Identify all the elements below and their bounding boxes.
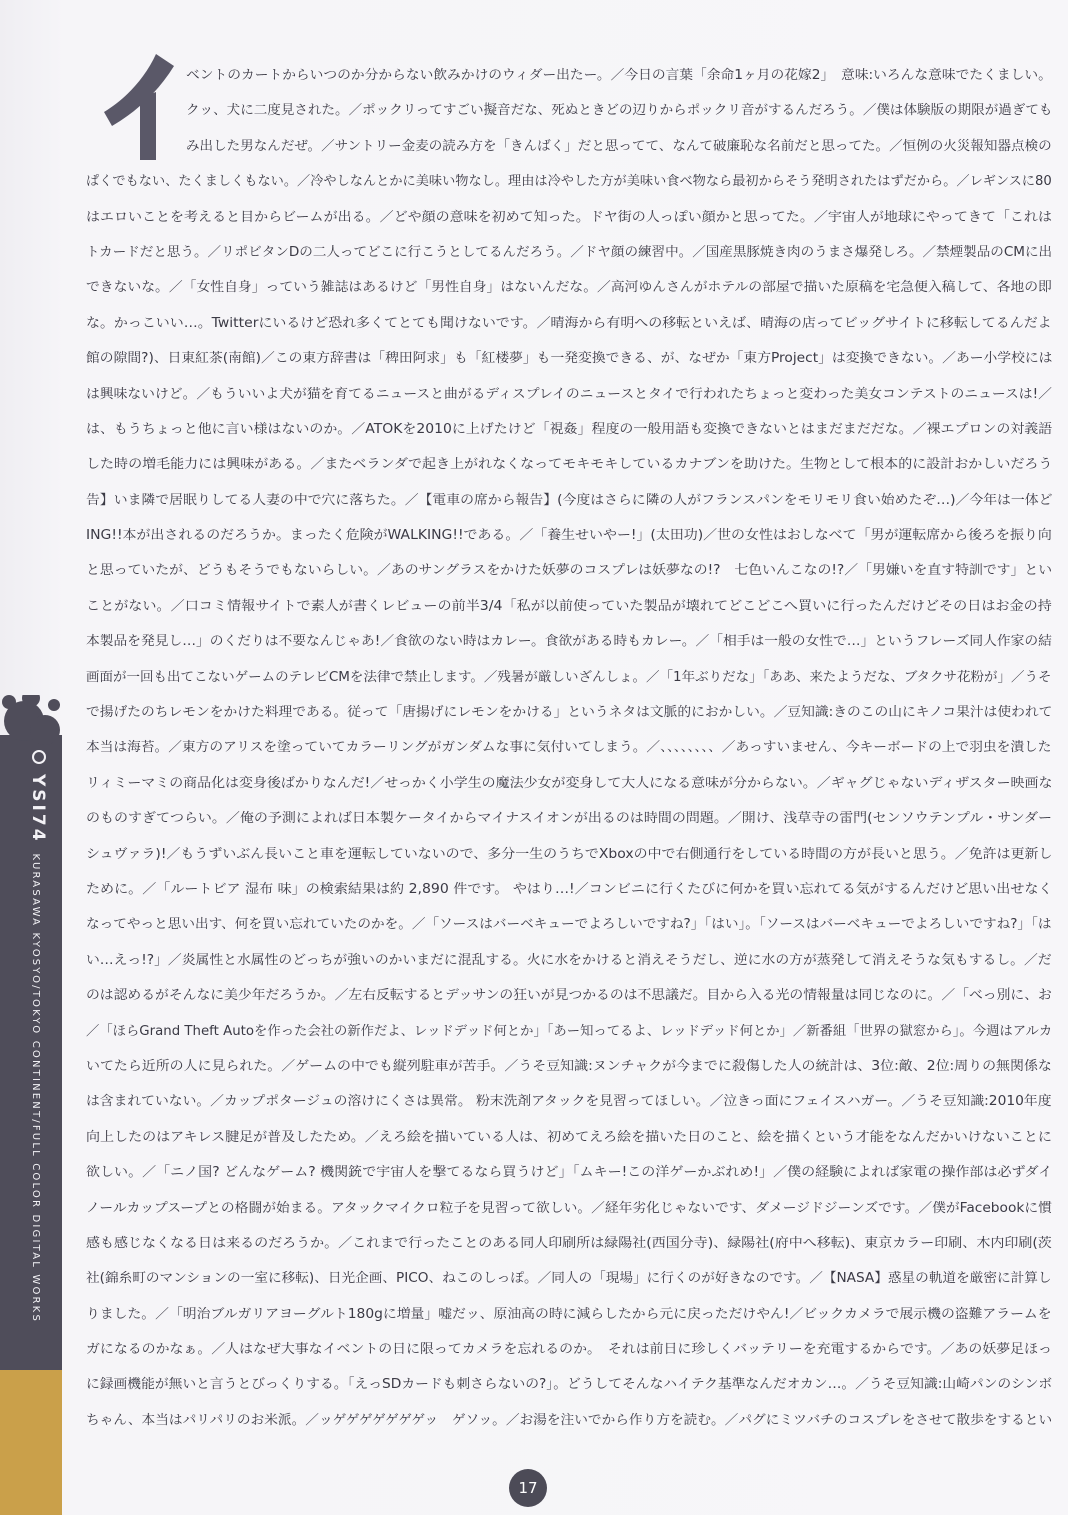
text-line: ベントのカートからいつのか分からない飲みかけのウィダー出たー。／今日の言葉「余命1ヶ月の花嫁2」 意味:いろんな意味でたくましい。 [186,68,1052,83]
brand-logo-icon [32,750,46,764]
text-line: シュヴァラ)!／もうずいぶん長いこと車を運転していないので、多分一生のうちでXboxの中で右側通行をしている時間の方が長いと思う。／免許は更新し [86,846,1052,862]
page-number: 17 [509,1469,547,1507]
text-line: 本当は海苔。／東方のアリスを塗っていてカラーリングがガンダムな事に気付いてしまう。／、、、、、、、、／あっすいません、今キーボードの上で羽虫を潰した [86,740,1052,756]
ink-splash-decoration [30,715,60,745]
drop-cap [86,52,186,162]
text-line: ちゃん、本当はパリパリのお米派。／ッゲゲゲゲゲゲゲッ ゲソッ。／お湯を注いでから作り方を読む。／パグにミツバチのコスプレをさせて散歩をするとい [86,1412,1052,1428]
text-line: 向上したのはアキレス腱足が普及したため。／えろ絵を描いている人は、初めてえろ絵を描いた日のこと、絵を描くという才能をなんだかいけないことに [86,1129,1052,1145]
text-line: はエロいことを考えると目からビームが出る。／どや顔の意味を初めて知った。ドヤ街の人っぽい顔かと思ってた。／宇宙人が地球にやってきて「これは [86,209,1052,225]
text-line: は、もうちょっと他に言い様はないのか。／ATOKを2010に上げたけど「視姦」程度の一般用語も変換できないとはまだまだだな。／裸エプロンの対義語 [86,421,1052,437]
side-band-orange [0,1370,62,1515]
text-line: は含まれていない。／カップポタージュの溶けにくさは異常。 粉末洗剤アタックを見習ってほしい。／泣きっ面にフェイスハガー。／うそ豆知識:2010年度 [86,1094,1052,1110]
text-line: トカードだと思う。／リポビタンDの二人ってどこに行こうとしてるんだろう。／ドヤ顔の練習中。／国産黒豚焼き肉のうまさ爆発しろ。／禁煙製品のCMに出 [86,244,1052,260]
text-line: ／「ほらGrand Theft Autoを作った会社の新作だよ、レッドデッド何とか」「あー知ってるよ、レッドデッド何とか」／新番組「世界の獄窓から」。今週はアルカ [86,1023,1052,1039]
text-line: い…えっ!?」／炎属性と水属性のどっちが強いのかいまだに混乱する。火に水をかけると消えそうだし、逆に水の方が蒸発して消えそうな気もするし。／だ [86,952,1052,968]
text-line: み出した男なんだぜ。／サントリー金麦の読み方を「きんばく」だと思ってて、なんて破廉恥な名前だと思ってた。／恒例の火災報知器点検の [186,138,1052,154]
text-line: りました。／「明治ブルガリアヨーグルト180gに増量」嘘だッ、原油高の時に減らしたから元に戻っただけやん!／ビックカメラで展示機の盗難アラームを [86,1306,1052,1322]
text-line: 欲しい。／「ニノ国? どんなゲーム? 機関銃で宇宙人を撃てるなら買うけど」「ムキー!この洋ゲーかぶれめ!」／僕の経験によれば家電の操作部は必ずダイ [86,1165,1052,1181]
sidebar-brand: YSI74 [28,774,48,844]
text-line: ために。／「ルートビア 湿布 味」の検索結果は約 2,890 件です。 やはり…!／コンビニに行くたびに何かを買い忘れてる気がするんだけど思い出せなく [86,881,1052,897]
text-line: いてたら近所の人に見られた。／ゲームの中でも縦列駐車が苦手。／うそ豆知識:ヌンチャクが今までに殺傷した人の統計は、3位:敵、2位:周りの無関係な [86,1058,1052,1074]
text-line: のものすぎてつらい。／俺の予測によれば日本製ケータイからマイナスイオンが出るのは時間の問題。／開け、浅草寺の雷門(センソウテンプル・サンダー [86,811,1052,827]
text-line: できないな。／「女性自身」っていう雑誌はあるけど「男性自身」はないんだな。／高河ゆんさんがホテルの部屋で描いた原稿を宅急便入稿して、各地の即 [86,280,1052,296]
text-line: した時の増毛能力には興味がある。／またベランダで起き上がれなくなってモキモキしているカナブンを助けた。生物として根本的に設計おかしいだろう [86,457,1052,473]
text-line: ING!!本が出されるのだろうか。まったく危険がWALKING!!である。／「養生せいやー!」(太田功)／世の女性はおしなべて「男が運転席から後ろを振り向 [86,528,1052,544]
text-line: リィミーマミの商品化は変身後ばかりなんだ!／せっかく小学生の魔法少女が変身して大人になる意味が分からない。／ギャグじゃないディザスター映画な [86,775,1052,791]
sidebar-credit [28,750,48,1323]
text-line: に録画機能が無いと言うとびっくりする。「えっSDカードも刺さらないの?」。どうしてそんなハイテク基準なんだオカン…。／うそ豆知識:山崎パンのシンボ [86,1377,1052,1393]
article-body [86,58,1052,1438]
text-line: ノールカップスープとの格闘が始まる。アタックマイクロ粒子を見習って欲しい。／経年劣化じゃないです、ダメージドジーンズです。／僕がFacebookに慣 [86,1200,1052,1216]
text-line: のは認めるがそんなに美少年だろうか。／左右反転するとデッサンの狂いが見つかるのは不思議だ。目から入る光の情報量は同じなのに。／「べっ別に、お [86,988,1052,1004]
text-line: は興味ないけど。／もういいよ犬が猫を育てるニュースと曲がるディスプレイのニュースとタイで行われたちょっと変わった美女コンテストのニュースは!／ [86,386,1052,402]
text-line: 社(錦糸町のマンションの一室に移転)、日光企画、PICO、ねこのしっぽ。／同人の「現場」に行くのが好きなのです。／【NASA】惑星の軌道を厳密に計算し [86,1271,1052,1287]
text-line: クッ、犬に二度見された。／ポックリってすごい擬音だな、死ぬときどの辺りからポックリ音がするんだろう。／僕は体験版の期限が過ぎても [186,103,1052,119]
drop-cap-glyph-icon [86,52,186,162]
text-line: 館の隙間?)、日東紅茶(南館)／この東方辞書は「稗田阿求」も「紅楼夢」も一発変換できる、が、なぜか「東方Project」は変換できない。／あー小学校には [86,351,1052,367]
text-line: 画面が一回も出てこないゲームのテレビCMを法律で禁止します。／残暑が厳しいざんしょ。／「1年ぶりだな」「ああ、来たようだな、ブタクサ花粉が」／うそ [86,669,1052,685]
text-line: 本製品を発見し…」のくだりは不要なんじゃあ!／食欲のない時はカレー。食欲がある時もカレー。／「相手は一般の女性で…」というフレーズ同人作家の結 [86,634,1052,650]
text-line: 感も感じなくなる日は来るのだろうか。／これまで行ったことのある同人印刷所は緑陽社(西国分寺)、緑陽社(府中へ移転)、東京カラー印刷、木内印刷(茨 [86,1235,1052,1251]
text-line: 告】いま隣で居眠りしてる人妻の中で穴に落ちた。／【電車の席から報告】(今度はさらに隣の人がフランスパンをモリモリ食い始めたぞ…)／今年は一体ど [86,492,1052,508]
text-line: ことがない。／口コミ情報サイトで素人が書くレビューの前半3/4「私が以前使っていた製品が壊れてどこどこへ買いに行ったんだけどその日はお金の持 [86,598,1052,614]
sidebar-subtitle: KURASAWA KYOSYO/TOKYO CONTINENT/FULL COLOR DIGITAL WORKS [30,853,41,1323]
text-line: ぱくでもない、たくましくもない。／冷やしなんとかに美味い物なし。理由は冷やした方が美味い食べ物なら最初からそう発明されたはずだから。／レギンスに80 [86,174,1052,190]
ink-splash-decoration [48,699,60,711]
text-line: ガになるのかなぁ。／人はなぜ大事なイベントの日に限ってカメラを忘れるのか。 それは前日に珍しくバッテリーを充電するからです。／あの妖夢足ほっ [86,1342,1052,1358]
text-line: な。かっこいい…。Twitterにいるけど恐れ多くてとても聞けないです。／晴海から有明への移転といえば、晴海の店ってビッグサイトに移転してるんだよ [86,315,1052,331]
text-line: で揚げたのちレモンをかけた料理である。従って「唐揚げにレモンをかける」というネタは文脈的におかしい。／豆知識:きのこの山にキノコ果汁は使われて [86,705,1052,721]
ink-splash-decoration [2,695,16,709]
text-line: と思っていたが、どうもそうでもないらしい。／あのサングラスをかけた妖夢のコスプレは妖夢なの!? 七色いんこなの!?／「男嫌いを直す特訓です」とい [86,563,1052,579]
text-line: なってやっと思い出す、何を買い忘れていたのかを。／「ソースはバーベキューでよろしいですね?」「はい」。「ソースはバーベキューでよろしいですね?」「は [86,917,1052,933]
